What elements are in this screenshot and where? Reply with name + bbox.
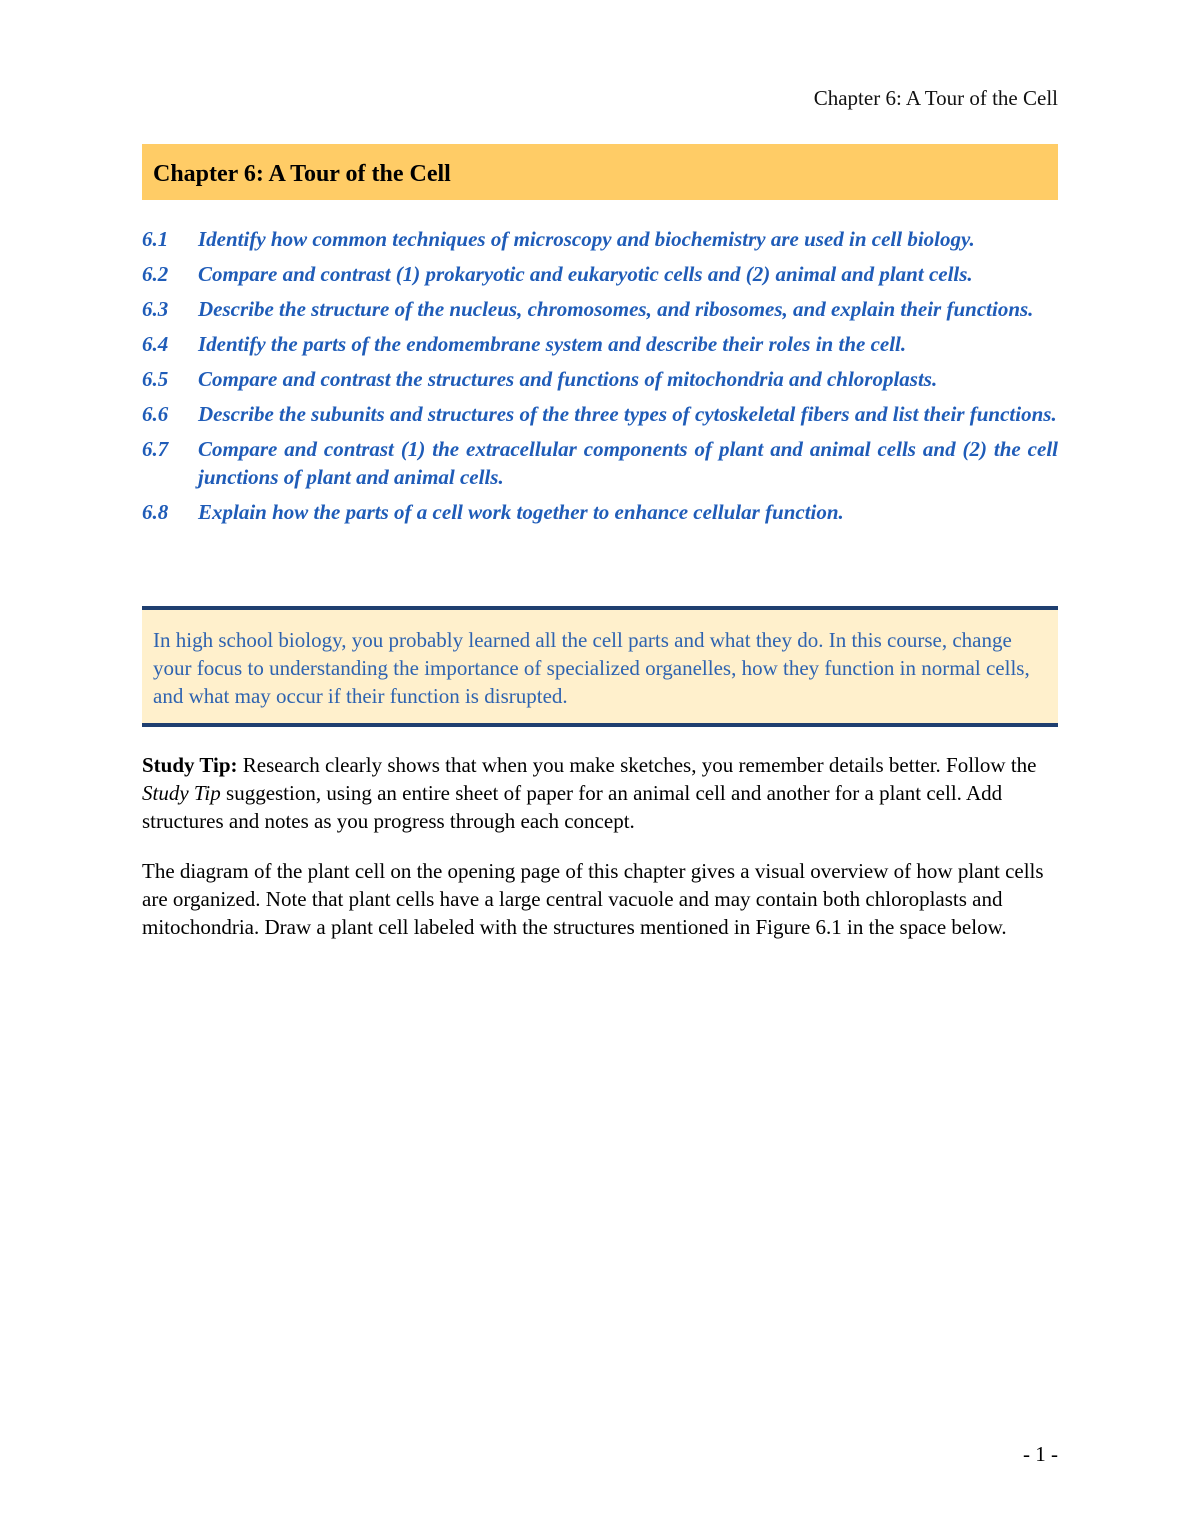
running-header: Chapter 6: A Tour of the Cell [813, 86, 1058, 110]
objective-item [142, 435, 1058, 491]
objective-number: 6.8 [142, 500, 169, 524]
objective-text: Explain how the parts of a cell work together to enhance cellular function. [198, 500, 844, 524]
objective-text: Describe the subunits and structures of the three types of cytoskeletal fibers and list their functions. [198, 402, 1057, 426]
objective-number: 6.7 [142, 437, 169, 461]
study-tip-emphasis: Study Tip [142, 781, 221, 805]
chapter-title: Chapter 6: A Tour of the Cell [153, 161, 451, 187]
study-tip-paragraph [142, 751, 1062, 835]
objective-text: Identify the parts of the endomembrane system and describe their roles in the cell. [198, 332, 907, 356]
study-tip-text-before: Research clearly shows that when you make sketches, you remember details better. Follow the [237, 753, 1037, 777]
learning-objectives [142, 225, 1058, 533]
focus-callout-text: In high school biology, you probably learned all the cell parts and what they do. In this course, change your focus to understanding the importance of specialized organelles, how they function in normal cells, and what may occur if their function is disrupted. [153, 628, 1030, 708]
objective-item [142, 365, 1058, 393]
objective-number: 6.3 [142, 297, 169, 321]
objective-item [142, 225, 1058, 253]
plant-cell-paragraph: The diagram of the plant cell on the opening page of this chapter gives a visual overview of how plant cells are organized. Note that plant cells have a large central vacuole and may contain both chloroplasts and mitochondria. Draw a plant cell labeled with the structures mentioned in Figure 6.1 in the space below. [142, 859, 1044, 939]
objective-item [142, 498, 1058, 526]
objective-text: Compare and contrast (1) the extracellular components of plant and animal cells and (2) the cell junctions of plant and animal cells. [198, 437, 1058, 489]
focus-callout-box [142, 606, 1058, 727]
chapter-banner [142, 144, 1058, 200]
objective-text: Compare and contrast (1) prokaryotic and eukaryotic cells and (2) animal and plant cells. [198, 262, 973, 286]
objective-number: 6.4 [142, 332, 169, 356]
objective-item [142, 400, 1058, 428]
objective-number: 6.1 [142, 227, 169, 251]
objective-text: Describe the structure of the nucleus, chromosomes, and ribosomes, and explain their functions. [198, 297, 1034, 321]
objective-item [142, 295, 1058, 323]
objective-number: 6.6 [142, 402, 169, 426]
objective-text: Compare and contrast the structures and functions of mitochondria and chloroplasts. [198, 367, 938, 391]
objective-item [142, 330, 1058, 358]
objective-number: 6.5 [142, 367, 169, 391]
study-tip-text-after: suggestion, using an entire sheet of paper for an animal cell and another for a plant cell. Add structures and notes as you progress through each concept. [142, 781, 1003, 833]
objective-number: 6.2 [142, 262, 169, 286]
study-tip-label: Study Tip: [142, 753, 238, 777]
page-number: - 1 - [1023, 1442, 1058, 1466]
objective-text: Identify how common techniques of microscopy and biochemistry are used in cell biology. [198, 227, 975, 251]
objective-item [142, 260, 1058, 288]
